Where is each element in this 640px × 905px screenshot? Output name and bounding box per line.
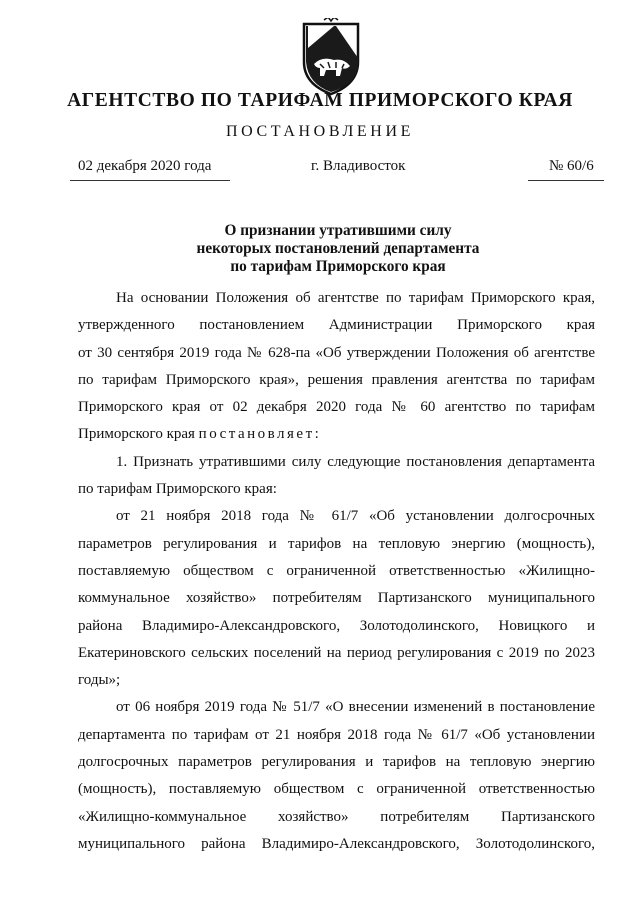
- coat-of-arms-icon: [300, 18, 362, 98]
- document-body: [78, 285, 595, 858]
- body-line: Приморского края от 02 декабря 2020 года № 60 агентство по тарифам: [78, 399, 595, 416]
- body-line: Приморского края: [78, 426, 199, 443]
- body-line-decree: [78, 421, 595, 448]
- body-line: по тарифам Приморского края:: [78, 481, 277, 498]
- body-line: параметров регулирования и тарифов на тепловую энергию (мощность),: [78, 535, 595, 552]
- body-line: долгосрочных параметров регулирования и тарифов на тепловую энергию: [78, 754, 595, 771]
- decree-word: постановляет:: [198, 426, 322, 443]
- document-title: [120, 222, 556, 276]
- body-line: района Владимиро-Александровского, Золотодолинского, Новицкого и: [78, 617, 595, 634]
- body-line: муниципального района Владимиро-Александровского, Золотодолинского,: [78, 835, 595, 852]
- title-line: О признании утратившими силу: [224, 222, 452, 239]
- body-line: На основании Положения об агентстве по тарифам Приморского края,: [116, 290, 595, 306]
- body-line: (мощность), поставляемую обществом с ограниченной ответственностью: [78, 781, 595, 798]
- agency-name: АГЕНТСТВО ПО ТАРИФАМ ПРИМОРСКОГО КРАЯ: [67, 90, 573, 111]
- body-line: по тарифам Приморского края», решения правления агентства по тарифам: [78, 371, 595, 388]
- body-line: 1. Признать утратившими силу следующие постановления департамента: [116, 453, 595, 470]
- title-line: некоторых постановлений департамента: [196, 240, 480, 257]
- body-line: от 21 ноября 2018 года № 61/7 «Об установлении долгосрочных: [116, 508, 595, 525]
- body-line: департамента по тарифам от 21 ноября 2018 года № 61/7 «Об установлении: [78, 726, 595, 743]
- body-line: коммунальное хозяйство» потребителям Партизанского муниципального: [78, 590, 595, 607]
- body-line: годы»;: [78, 672, 121, 689]
- body-line: «Жилищно-коммунальное хозяйство» потребителям Партизанского: [78, 808, 595, 825]
- document-city: г. Владивосток: [311, 158, 406, 174]
- body-line: от 30 сентября 2019 года № 628-па «Об утверждении Положения об агентстве: [78, 344, 595, 361]
- body-line: Екатериновского сельских поселений на период регулирования с 2019 по 2023: [78, 644, 595, 661]
- document-type: ПОСТАНОВЛЕНИЕ: [226, 123, 414, 140]
- body-line: от 06 ноября 2019 года № 51/7 «О внесении изменений в постановление: [116, 699, 595, 716]
- number-underline: [528, 180, 604, 181]
- document-number: № 60/6: [549, 158, 594, 174]
- body-line: поставляемую обществом с ограниченной ответственностью «Жилищно-: [78, 562, 595, 579]
- date-underline: [70, 180, 230, 181]
- title-line: по тарифам Приморского края: [230, 258, 446, 275]
- body-line: утвержденного постановлением Администрации Приморского края: [78, 317, 595, 334]
- document-date: 02 декабря 2020 года: [78, 158, 212, 174]
